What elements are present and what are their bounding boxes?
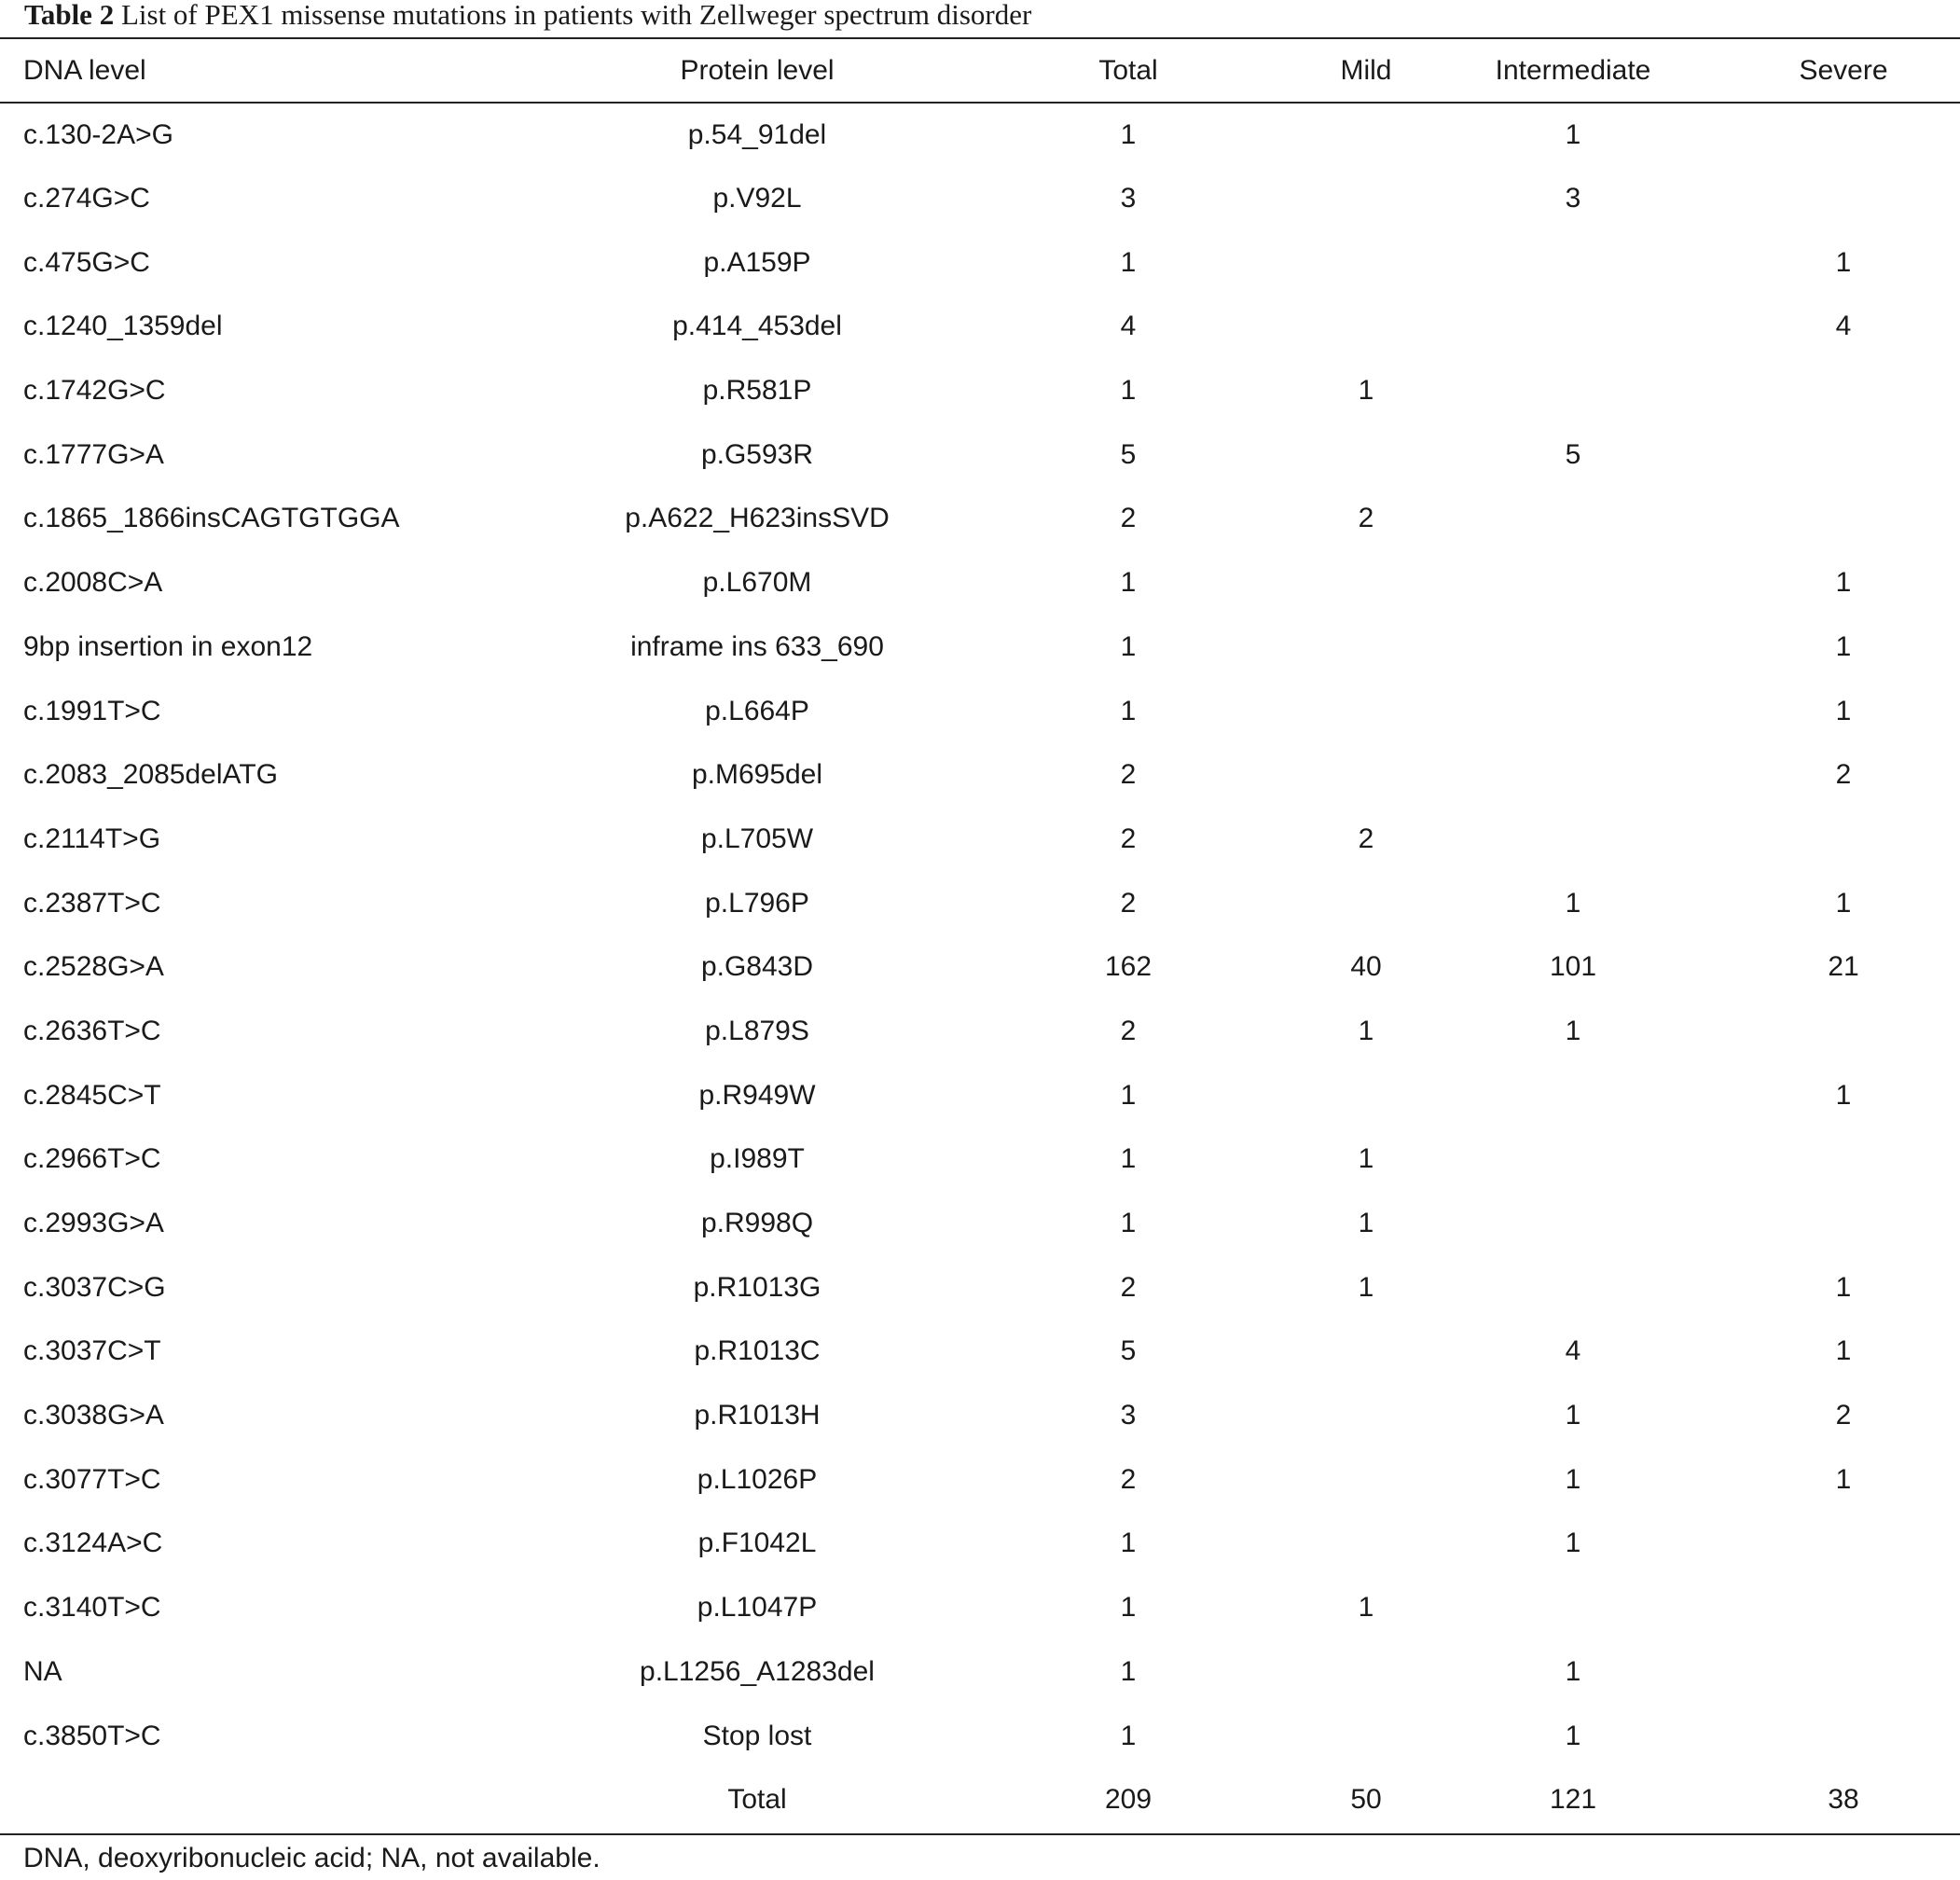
cell-mild: 1	[1358, 1592, 1374, 1624]
table-row	[0, 1384, 1960, 1448]
cell-total: 5	[1120, 1335, 1137, 1367]
cell-total: 1	[1120, 630, 1137, 662]
cell-total: 162	[1104, 951, 1153, 983]
table-body	[0, 103, 1960, 1832]
table-row	[0, 1447, 1960, 1512]
table-row	[0, 295, 1960, 359]
cell-protein-level: p.L1256_A1283del	[640, 1655, 875, 1687]
table-row	[0, 1640, 1960, 1705]
table-row	[0, 871, 1960, 935]
cell-dna-level: c.3850T>C	[23, 1720, 161, 1751]
cell-mild	[1313, 167, 1419, 231]
cell-dna-level: c.2083_2085delATG	[23, 759, 278, 791]
cell-intermediate	[1419, 1255, 1727, 1320]
cell-total: 4	[1120, 311, 1137, 342]
cell-dna-level: c.2528G>A	[23, 951, 164, 983]
cell-protein-level: p.L796P	[705, 887, 809, 919]
cell-mild	[1313, 230, 1419, 295]
cell-total: 1	[1120, 246, 1137, 278]
table-row	[0, 1063, 1960, 1127]
cell-intermediate	[1419, 1576, 1727, 1640]
cell-dna-level: c.475G>C	[23, 246, 150, 278]
cell-intermediate	[1419, 487, 1727, 551]
cell-total: 1	[1120, 567, 1137, 599]
cell-severe	[1727, 487, 1960, 551]
cell-dna-level: c.3077T>C	[23, 1463, 161, 1495]
cell-dna-level: c.3037C>T	[23, 1335, 161, 1367]
cell-dna-level: c.2636T>C	[23, 1015, 161, 1046]
table-row	[0, 167, 1960, 231]
cell-total: 2	[1120, 822, 1137, 854]
cell-total: 5	[1120, 438, 1137, 470]
cell-protein-level: p.L879S	[705, 1015, 809, 1046]
cell-protein-level: p.A159P	[703, 246, 811, 278]
cell-intermediate	[1419, 808, 1727, 872]
table-row	[0, 1255, 1960, 1320]
cell-mild	[1313, 1320, 1419, 1384]
cell-intermediate: 1	[1565, 1720, 1581, 1751]
table-caption-text: List of PEX1 missense mutations in patients with Zellweger spectrum disorder	[120, 0, 1032, 31]
cell-severe: 1	[1835, 246, 1852, 278]
cell-dna-level: 9bp insertion in exon12	[23, 630, 313, 662]
cell-protein-level: p.414_453del	[672, 311, 842, 342]
column-header-mild: Mild	[1340, 54, 1392, 86]
cell-dna-level: c.3124A>C	[23, 1528, 163, 1559]
table-row	[0, 230, 1960, 295]
table-footnote: DNA, deoxyribonucleic acid; NA, not available.	[23, 1843, 600, 1873]
cell-protein-level: Stop lost	[702, 1720, 812, 1751]
cell-dna-level: c.2008C>A	[23, 567, 163, 599]
cell-severe	[1727, 1640, 1960, 1705]
cell-total: 2	[1120, 1271, 1137, 1303]
cell-mild	[1313, 1640, 1419, 1705]
table-row	[0, 1320, 1960, 1384]
table-caption	[24, 0, 1031, 37]
cell-intermediate	[1419, 1192, 1727, 1256]
cell-protein-level: p.I989T	[710, 1143, 805, 1175]
cell-intermediate: 3	[1565, 183, 1581, 214]
cell-severe	[1727, 1127, 1960, 1192]
cell-mild	[1313, 1447, 1419, 1512]
cell-severe: 1	[1835, 695, 1852, 726]
cell-mild	[1313, 871, 1419, 935]
table-row	[0, 679, 1960, 743]
cell-total: 1	[1120, 1528, 1137, 1559]
cell-mild: 1	[1358, 1208, 1374, 1239]
cell-intermediate: 4	[1565, 1335, 1581, 1367]
column-header-total: Total	[1098, 54, 1158, 86]
cell-dna-level: c.3038G>A	[23, 1400, 164, 1431]
cell-mild	[1313, 103, 1419, 167]
cell-intermediate	[1419, 615, 1727, 680]
cell-severe: 1	[1835, 1079, 1852, 1111]
table-row	[0, 1576, 1960, 1640]
cell-total: 1	[1120, 1143, 1137, 1175]
cell-total: 1	[1120, 1655, 1137, 1687]
cell-intermediate	[1419, 295, 1727, 359]
cell-severe	[1727, 103, 1960, 167]
cell-dna-level: c.274G>C	[23, 183, 150, 214]
column-header-protein: Protein level	[680, 54, 835, 86]
cell-mild: 1	[1358, 1271, 1374, 1303]
cell-severe	[1727, 1000, 1960, 1064]
table-row	[0, 1704, 1960, 1768]
cell-mild: 1	[1358, 1143, 1374, 1175]
cell-severe	[1727, 359, 1960, 423]
cell-mild: 1	[1358, 375, 1374, 407]
cell-intermediate	[1419, 359, 1727, 423]
cell-protein-level: p.A622_H623insSVD	[625, 503, 890, 534]
cell-protein-level: p.G593R	[700, 438, 814, 470]
cell-intermediate	[1419, 230, 1727, 295]
cell-total: 2	[1120, 759, 1137, 791]
cell-dna-level-empty	[0, 1768, 571, 1832]
cell-protein-level: p.F1042L	[697, 1528, 817, 1559]
totals-label: Total	[727, 1784, 787, 1816]
cell-severe: 1	[1835, 1463, 1852, 1495]
cell-dna-level: c.1240_1359del	[23, 311, 223, 342]
cell-dna-level: c.2966T>C	[23, 1143, 161, 1175]
cell-protein-level: p.M695del	[691, 759, 823, 791]
cell-total: 2	[1120, 503, 1137, 534]
cell-total: 1	[1120, 1079, 1137, 1111]
cell-mild	[1313, 615, 1419, 680]
cell-protein-level: p.L1047P	[697, 1592, 818, 1624]
table-row	[0, 743, 1960, 808]
cell-total: 3	[1120, 1400, 1137, 1431]
cell-total: 2	[1120, 1015, 1137, 1046]
cell-dna-level: c.2993G>A	[23, 1208, 164, 1239]
cell-severe: 1	[1835, 567, 1852, 599]
header-row	[0, 38, 1960, 103]
cell-mild	[1313, 1512, 1419, 1576]
cell-severe	[1727, 1704, 1960, 1768]
cell-protein-level: p.L705W	[700, 822, 814, 854]
table-row	[0, 1000, 1960, 1064]
cell-dna-level: c.3140T>C	[23, 1592, 161, 1624]
cell-total: 1	[1120, 1720, 1137, 1751]
cell-dna-level: c.2387T>C	[23, 887, 161, 919]
cell-severe	[1727, 1576, 1960, 1640]
cell-protein-level: p.L1026P	[697, 1463, 818, 1495]
cell-severe	[1727, 422, 1960, 487]
totals-intermediate: 121	[1549, 1784, 1597, 1816]
cell-protein-level: p.G843D	[700, 951, 814, 983]
cell-dna-level: c.2114T>G	[23, 822, 161, 854]
totals-severe: 38	[1828, 1784, 1859, 1816]
cell-protein-level: p.L664P	[705, 695, 809, 726]
table-row	[0, 1127, 1960, 1192]
cell-mild	[1313, 743, 1419, 808]
cell-intermediate: 1	[1565, 1015, 1581, 1046]
cell-protein-level: p.L670M	[702, 567, 812, 599]
cell-intermediate: 101	[1549, 951, 1597, 983]
cell-protein-level: p.V92L	[712, 183, 802, 214]
cell-dna-level: c.1991T>C	[23, 695, 161, 726]
table-row	[0, 808, 1960, 872]
cell-total: 2	[1120, 887, 1137, 919]
cell-mild: 2	[1358, 503, 1374, 534]
cell-intermediate	[1419, 1127, 1727, 1192]
cell-protein-level: p.R1013C	[694, 1335, 821, 1367]
cell-protein-level: p.R1013G	[693, 1271, 821, 1303]
cell-intermediate: 1	[1565, 1463, 1581, 1495]
cell-intermediate: 1	[1565, 1655, 1581, 1687]
cell-dna-level: c.2845C>T	[23, 1079, 161, 1111]
table-row	[0, 487, 1960, 551]
column-header-intermediate: Intermediate	[1495, 54, 1651, 86]
cell-severe	[1727, 1512, 1960, 1576]
cell-severe: 2	[1835, 759, 1852, 791]
cell-protein-level: p.R581P	[702, 375, 812, 407]
cell-dna-level: c.1742G>C	[23, 375, 166, 407]
cell-mild	[1313, 1384, 1419, 1448]
cell-intermediate	[1419, 743, 1727, 808]
cell-protein-level: inframe ins 633_690	[630, 630, 884, 662]
cell-dna-level: NA	[23, 1655, 62, 1687]
totals-row	[0, 1768, 1960, 1832]
table-row	[0, 359, 1960, 423]
cell-severe: 1	[1835, 1335, 1852, 1367]
cell-total: 1	[1120, 695, 1137, 726]
cell-mild	[1313, 551, 1419, 615]
cell-severe	[1727, 167, 1960, 231]
table-caption-label: Table 2	[24, 0, 115, 31]
cell-severe	[1727, 808, 1960, 872]
cell-intermediate: 1	[1565, 887, 1581, 919]
cell-total: 2	[1120, 1463, 1137, 1495]
cell-severe	[1727, 1192, 1960, 1256]
cell-mild	[1313, 422, 1419, 487]
cell-total: 3	[1120, 183, 1137, 214]
table-row	[0, 103, 1960, 167]
totals-total: 209	[1104, 1784, 1153, 1816]
cell-severe: 1	[1835, 887, 1852, 919]
cell-mild	[1313, 1063, 1419, 1127]
cell-total: 1	[1120, 1592, 1137, 1624]
cell-protein-level: p.54_91del	[687, 119, 827, 151]
table-row	[0, 935, 1960, 1000]
cell-mild	[1313, 295, 1419, 359]
column-header-severe: Severe	[1799, 54, 1888, 86]
cell-intermediate	[1419, 679, 1727, 743]
table-row	[0, 1192, 1960, 1256]
cell-dna-level: c.130-2A>G	[23, 119, 173, 151]
cell-total: 1	[1120, 375, 1137, 407]
table-row	[0, 551, 1960, 615]
cell-dna-level: c.1865_1866insCAGTGTGGA	[23, 503, 400, 534]
cell-intermediate	[1419, 1063, 1727, 1127]
cell-intermediate: 5	[1565, 438, 1581, 470]
cell-severe: 4	[1835, 311, 1852, 342]
totals-mild: 50	[1350, 1784, 1382, 1816]
cell-protein-level: p.R949W	[698, 1079, 816, 1111]
table-row	[0, 422, 1960, 487]
cell-mild: 1	[1358, 1015, 1374, 1046]
table-row	[0, 615, 1960, 680]
bottom-rule	[0, 1833, 1960, 1835]
cell-dna-level: c.1777G>A	[23, 438, 164, 470]
mutation-table	[0, 38, 1960, 1832]
cell-total: 1	[1120, 1208, 1137, 1239]
cell-intermediate	[1419, 551, 1727, 615]
cell-severe: 1	[1835, 1271, 1852, 1303]
cell-intermediate: 1	[1565, 119, 1581, 151]
cell-mild: 40	[1350, 951, 1382, 983]
cell-intermediate: 1	[1565, 1400, 1581, 1431]
cell-protein-level: p.R1013H	[694, 1400, 821, 1431]
cell-severe: 21	[1828, 951, 1859, 983]
column-header-dna: DNA level	[23, 54, 146, 86]
cell-mild: 2	[1358, 822, 1374, 854]
cell-severe: 2	[1835, 1400, 1852, 1431]
cell-severe: 1	[1835, 630, 1852, 662]
cell-mild	[1313, 679, 1419, 743]
cell-intermediate: 1	[1565, 1528, 1581, 1559]
cell-protein-level: p.R998Q	[700, 1208, 814, 1239]
cell-total: 1	[1120, 119, 1137, 151]
cell-dna-level: c.3037C>G	[23, 1271, 166, 1303]
cell-mild	[1313, 1704, 1419, 1768]
table-row	[0, 1512, 1960, 1576]
